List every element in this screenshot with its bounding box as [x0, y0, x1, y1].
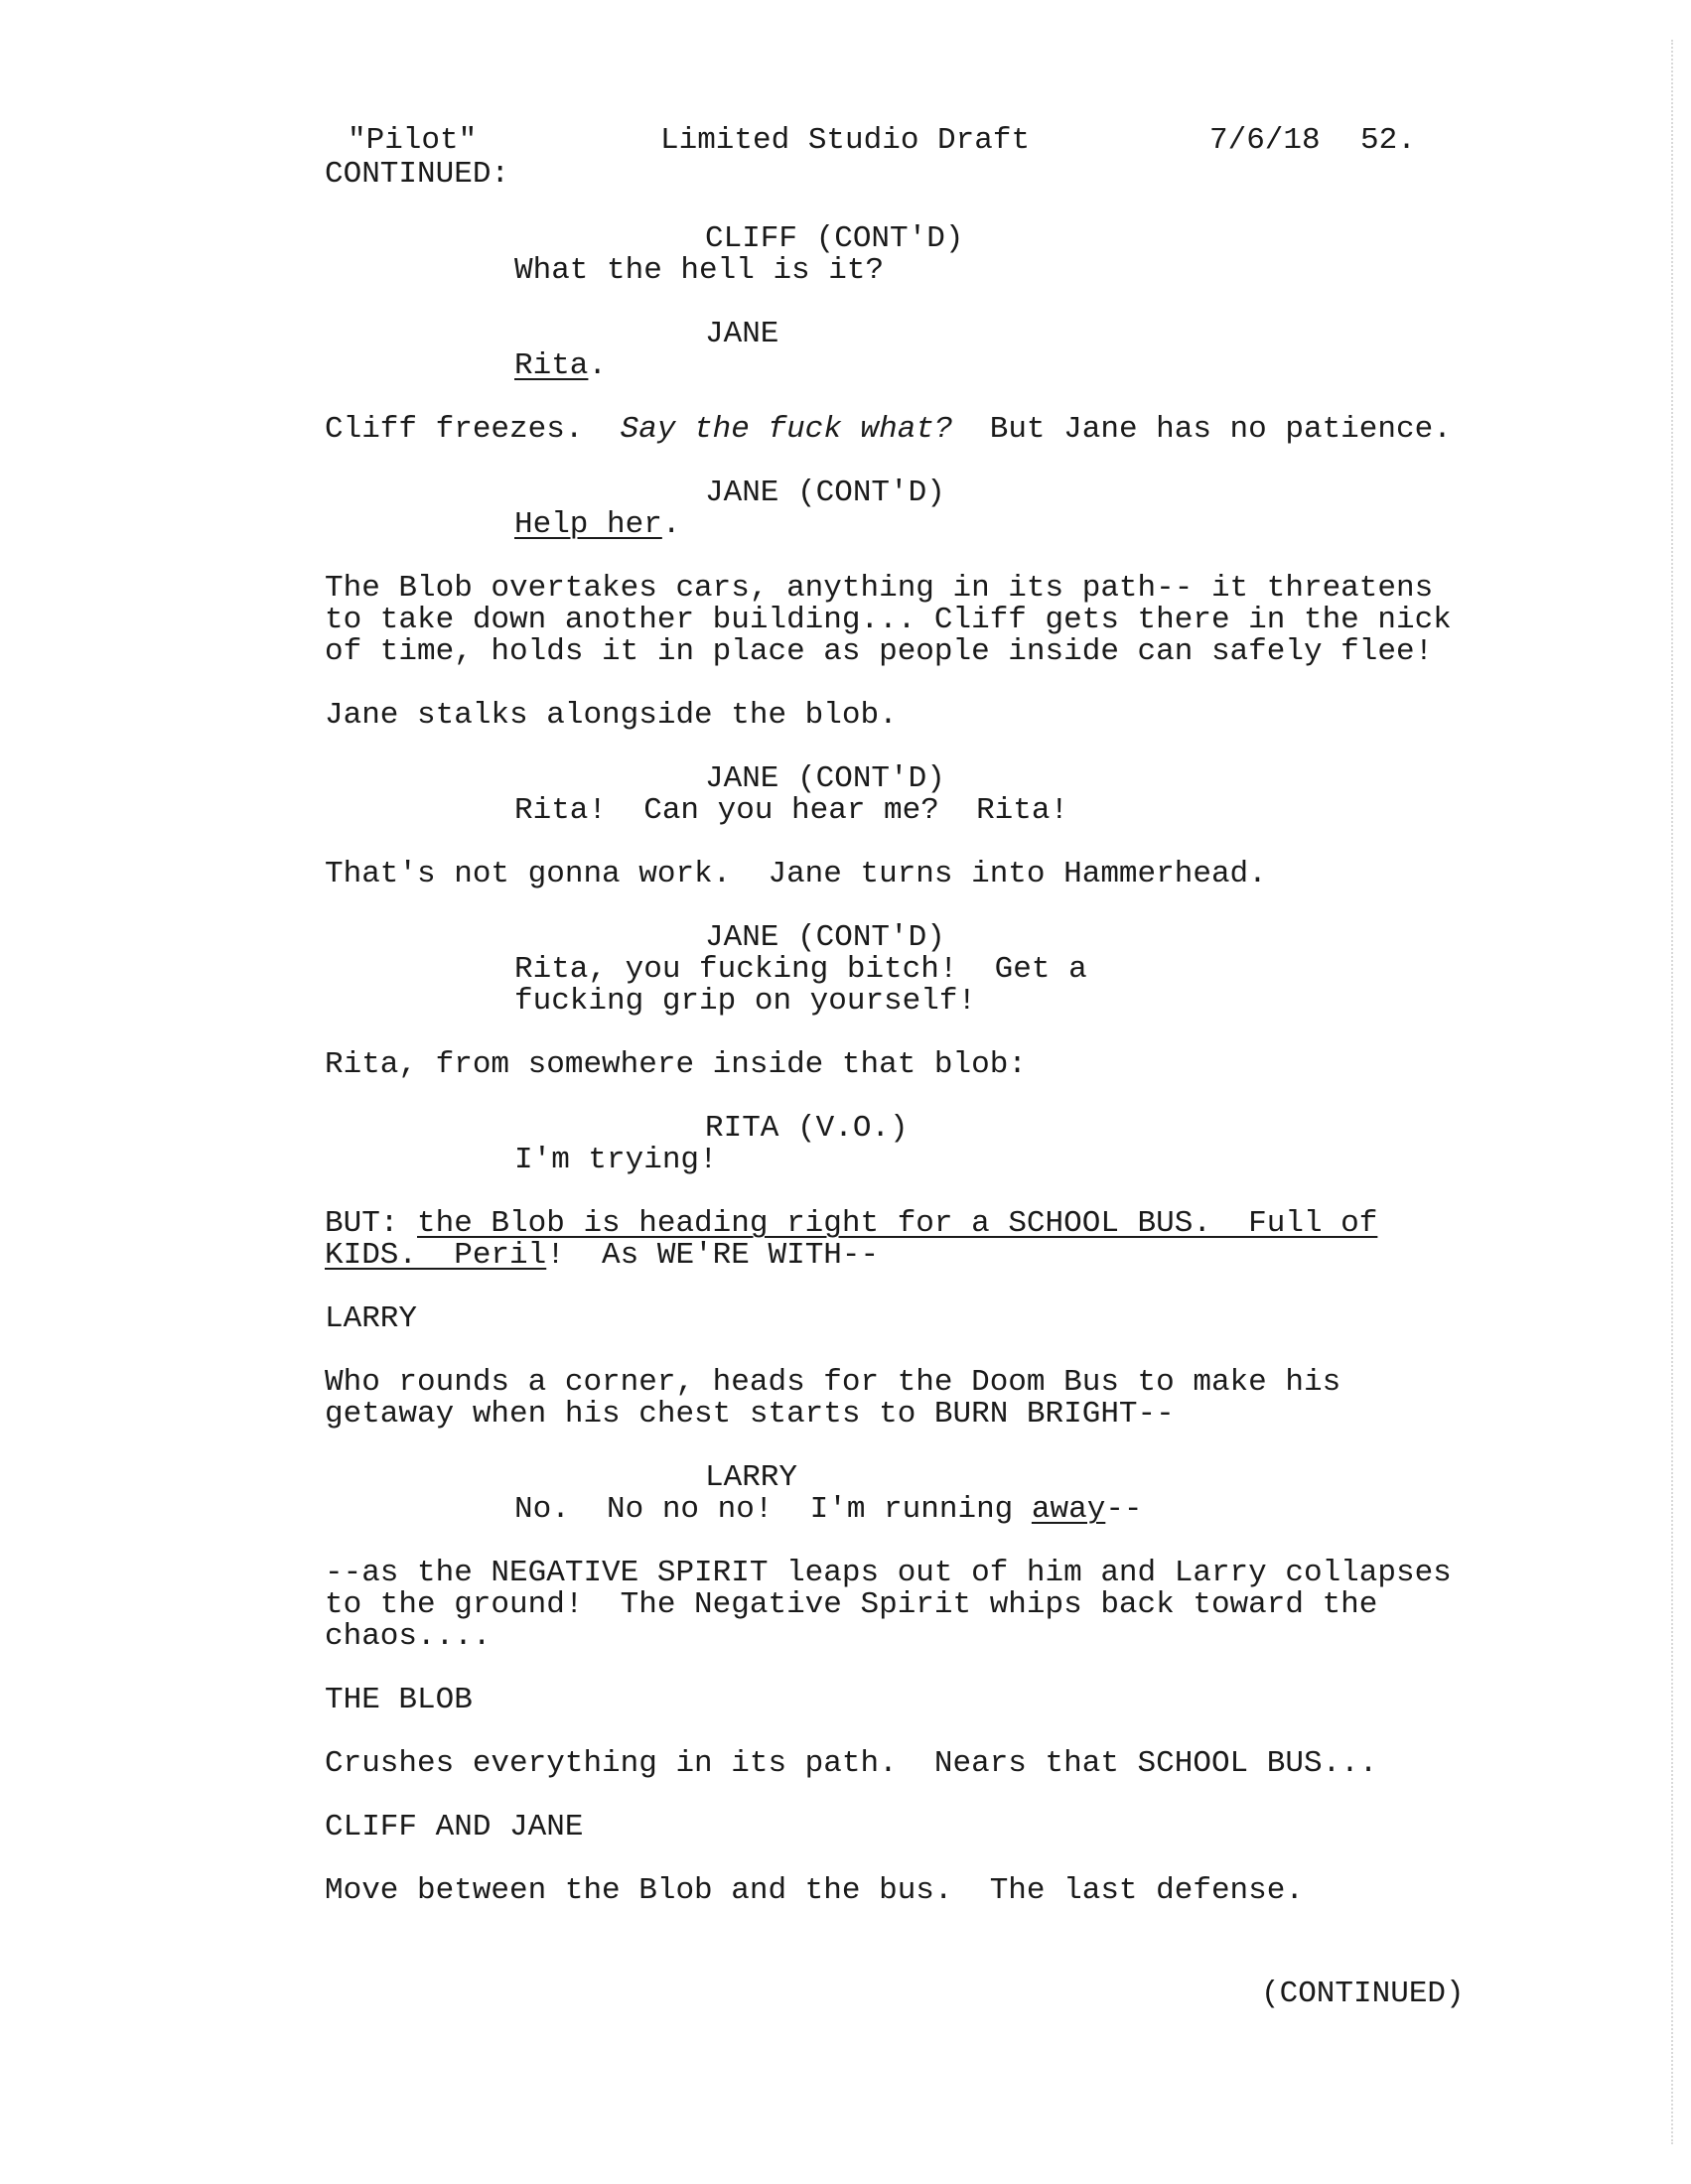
action-line: --as the NEGATIVE SPIRIT leaps out of him and Larry collapses	[325, 1556, 1452, 1590]
action-line: to take down another building... Cliff gets there in the nick	[325, 603, 1452, 637]
dialogue-line	[514, 509, 680, 541]
character-cue-larry: LARRY	[705, 1460, 798, 1495]
continued-header: CONTINUED:	[325, 157, 510, 192]
character-cue-jane: JANE	[705, 317, 779, 351]
character-cue-rita: RITA (V.O.)	[705, 1111, 909, 1146]
action-line: Crushes everything in its path. Nears that SCHOOL BUS...	[325, 1746, 1378, 1781]
underlined-text: away	[1031, 1492, 1106, 1527]
episode-title: "Pilot"	[348, 123, 478, 158]
dialogue-text: No. No no no! I'm running	[514, 1492, 1032, 1527]
dialogue-line	[514, 350, 607, 382]
action-line: getaway when his chest starts to BURN BRIGHT--	[325, 1397, 1175, 1432]
action-line: The Blob overtakes cars, anything in its path-- it threatens	[325, 571, 1434, 606]
punctuation: .	[588, 348, 608, 383]
dialogue-line	[514, 1494, 1143, 1526]
action-line: Rita, from somewhere inside that blob:	[325, 1047, 1027, 1082]
action-line: of time, holds it in place as people inside can safely flee!	[325, 634, 1434, 669]
scene-subheading: LARRY	[325, 1301, 418, 1336]
character-cue-jane: JANE (CONT'D)	[705, 476, 945, 510]
scene-subheading: THE BLOB	[325, 1683, 473, 1717]
character-cue-cliff: CLIFF (CONT'D)	[705, 221, 964, 256]
action-line: to the ground! The Negative Spirit whips back toward the	[325, 1587, 1378, 1622]
action-line	[325, 1208, 1377, 1240]
action-text: ! As WE'RE WITH--	[546, 1238, 880, 1273]
scan-edge-divider	[1669, 40, 1673, 2144]
punctuation: .	[661, 507, 681, 542]
underlined-text: Help her	[514, 507, 662, 542]
action-line	[325, 414, 1452, 446]
dialogue-line: Rita! Can you hear me? Rita!	[514, 793, 1069, 828]
dialogue-line: What the hell is it?	[514, 253, 885, 288]
dialogue-line: fucking grip on yourself!	[514, 984, 977, 1019]
action-line: Jane stalks alongside the blob.	[325, 698, 898, 733]
action-text: But Jane has no patience.	[952, 412, 1452, 447]
action-text: BUT:	[325, 1206, 418, 1241]
character-cue-jane: JANE (CONT'D)	[705, 761, 945, 796]
action-line: Move between the Blob and the bus. The last defense.	[325, 1873, 1304, 1908]
underlined-text: Rita	[514, 348, 589, 383]
dialogue-line: I'm trying!	[514, 1143, 718, 1177]
draft-date: 7/6/18	[1209, 123, 1321, 158]
draft-label: Limited Studio Draft	[660, 123, 1031, 158]
action-text: Cliff freezes.	[325, 412, 621, 447]
dialogue-line: Rita, you fucking bitch! Get a	[514, 952, 1087, 987]
scene-subheading: CLIFF AND JANE	[325, 1810, 584, 1844]
underlined-text: KIDS. Peril	[325, 1238, 547, 1273]
underlined-text: the Blob is heading right for a SCHOOL BUS. Full of	[417, 1206, 1378, 1241]
continued-footer: (CONTINUED)	[1261, 1977, 1465, 2011]
action-line	[325, 1240, 879, 1272]
dialogue-text: --	[1105, 1492, 1143, 1527]
action-line: Who rounds a corner, heads for the Doom Bus to make his	[325, 1365, 1341, 1400]
character-cue-jane: JANE (CONT'D)	[705, 920, 945, 955]
page-number: 52.	[1360, 123, 1416, 158]
action-line: That's not gonna work. Jane turns into Hammerhead.	[325, 857, 1267, 891]
italic-text: Say the fuck what?	[620, 412, 953, 447]
action-line: chaos....	[325, 1619, 492, 1654]
